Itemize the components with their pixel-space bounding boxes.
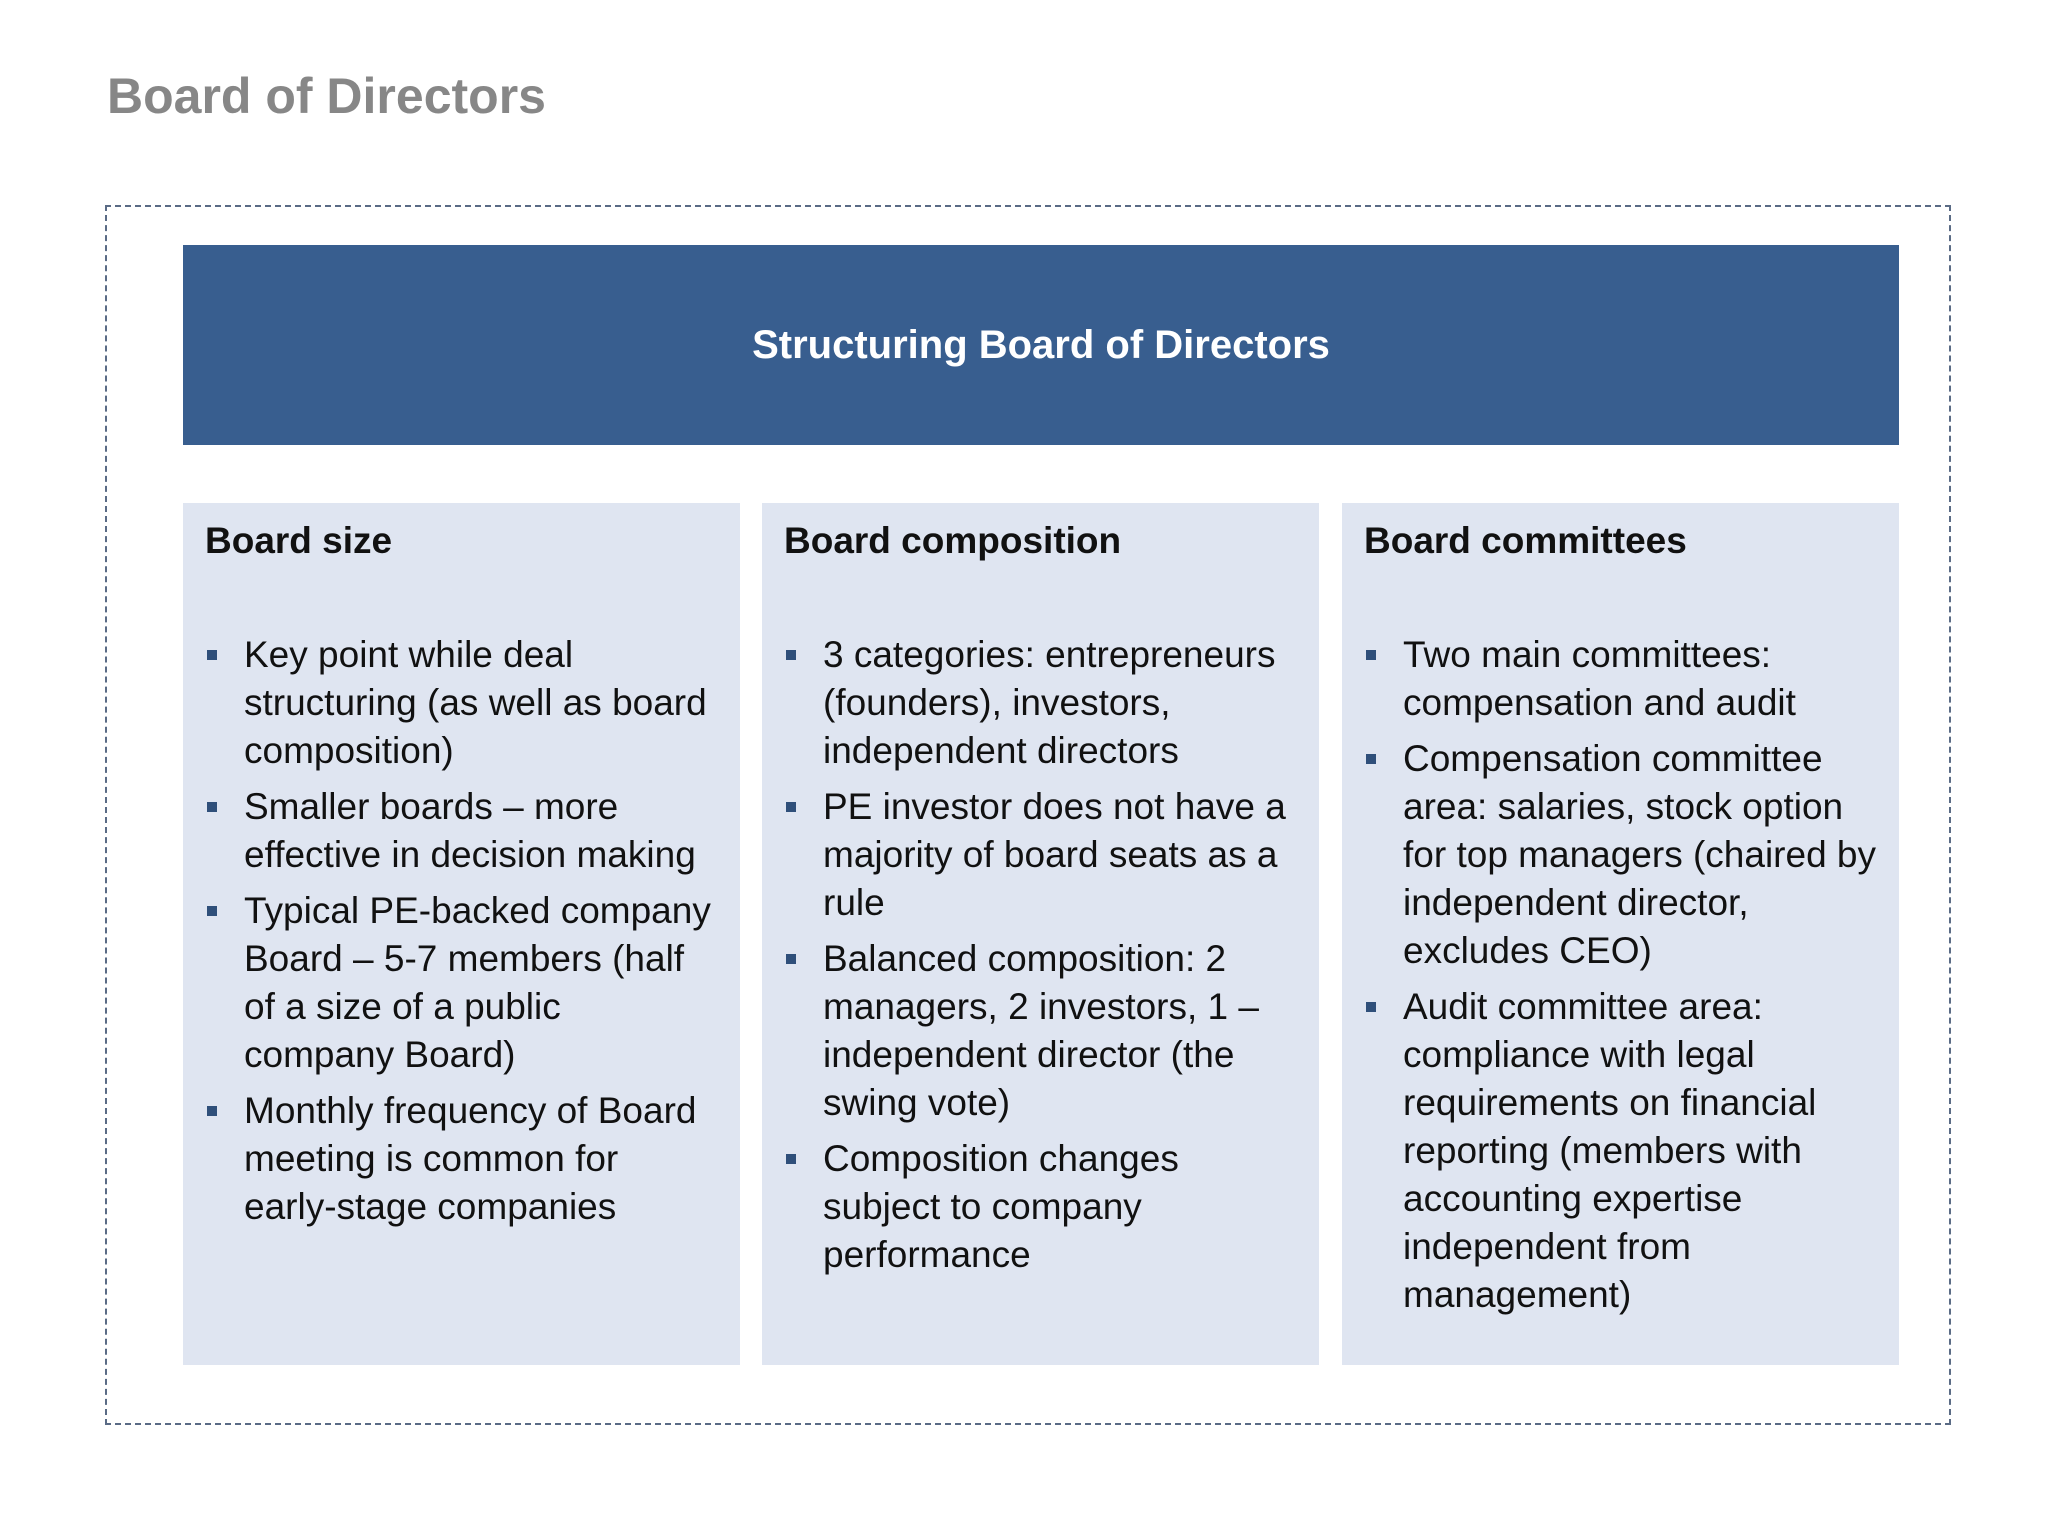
column-heading: Board committees: [1364, 520, 1687, 561]
bullet-text: Key point while deal structuring (as well as board composition): [244, 634, 707, 772]
square-bullet-icon: [1366, 754, 1376, 764]
column-board-composition: [762, 503, 1319, 1365]
bullet-list: [205, 631, 718, 1231]
square-bullet-icon: [786, 1154, 796, 1164]
bullet-text: Balanced composition: 2 managers, 2 investors, 1 – independent director (the swing vote): [823, 938, 1259, 1124]
list-item: [1364, 735, 1877, 975]
column-heading: Board composition: [784, 520, 1122, 561]
bullet-text: Two main committees: compensation and audit: [1403, 634, 1796, 724]
bullet-text: Compensation committee area: salaries, stock option for top managers (chaired by independent director, excludes CEO): [1403, 738, 1877, 972]
list-item: [1364, 983, 1877, 1319]
column-board-committees: [1342, 503, 1899, 1365]
square-bullet-icon: [786, 802, 796, 812]
list-item: [205, 887, 718, 1079]
square-bullet-icon: [786, 650, 796, 660]
bullet-list: [784, 631, 1297, 1279]
list-item: [784, 1135, 1297, 1279]
bullet-text: PE investor does not have a majority of board seats as a rule: [823, 786, 1286, 924]
square-bullet-icon: [207, 650, 217, 660]
square-bullet-icon: [786, 954, 796, 964]
column-heading: Board size: [205, 520, 393, 561]
list-item: [205, 783, 718, 879]
list-item: [784, 783, 1297, 927]
square-bullet-icon: [1366, 1002, 1376, 1012]
bullet-text: Composition changes subject to company performance: [823, 1138, 1179, 1276]
bullet-list: [1364, 631, 1877, 1319]
column-board-size: [183, 503, 740, 1365]
square-bullet-icon: [1366, 650, 1376, 660]
square-bullet-icon: [207, 1106, 217, 1116]
banner: [183, 245, 1899, 445]
list-item: [205, 1087, 718, 1231]
banner-title: Structuring Board of Directors: [752, 322, 1330, 367]
bullet-text: Audit committee area: compliance with legal requirements on financial reporting (members with accounting expertise independent from management): [1403, 986, 1817, 1316]
bullet-text: 3 categories: entrepreneurs (founders), investors, independent directors: [823, 634, 1276, 772]
bullet-text: Monthly frequency of Board meeting is common for early-stage companies: [244, 1090, 697, 1228]
list-item: [1364, 631, 1877, 727]
bullet-text: Typical PE-backed company Board – 5-7 members (half of a size of a public company Board): [244, 890, 711, 1076]
bullet-text: Smaller boards – more effective in decision making: [244, 786, 696, 876]
square-bullet-icon: [207, 906, 217, 916]
square-bullet-icon: [207, 802, 217, 812]
list-item: [205, 631, 718, 775]
list-item: [784, 631, 1297, 775]
list-item: [784, 935, 1297, 1127]
page-title: Board of Directors: [107, 68, 546, 124]
